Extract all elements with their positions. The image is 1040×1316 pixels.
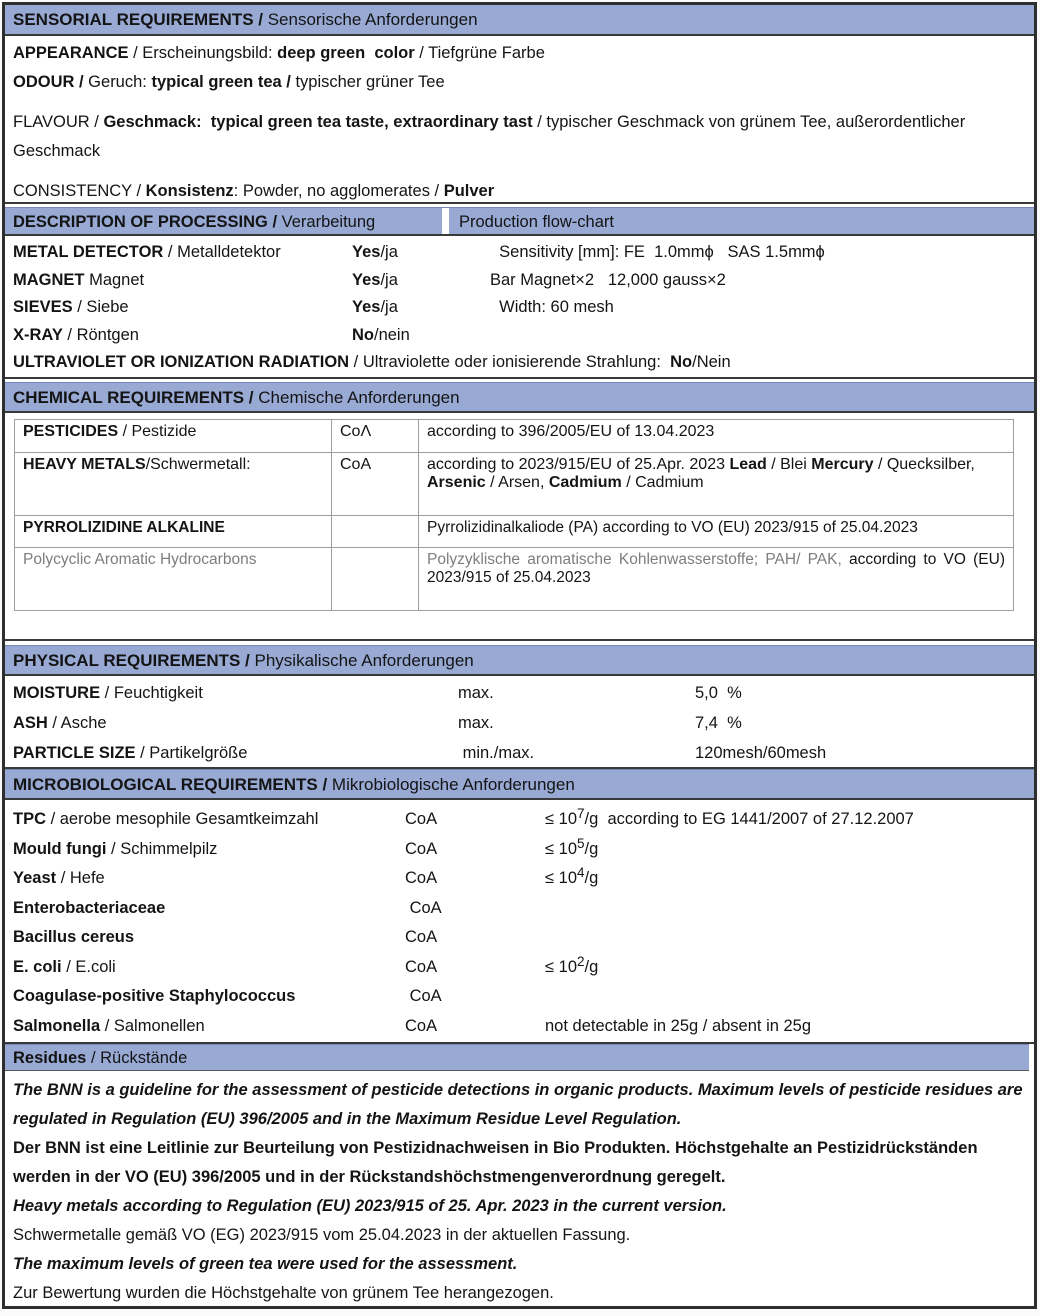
chemical-content xyxy=(5,413,1034,641)
row-limit: max. xyxy=(458,714,494,732)
chem-value: Polyzyklische aromatische Kohlenwasserstoffe; PAH/ PAK, according to VO (EU) 2023/915 of 25.04.2023 xyxy=(419,548,1014,611)
micro-row-enterobacteriaceae xyxy=(13,894,1026,924)
residues-paragraph-bnn-de: Der BNN ist eine Leitlinie zur Beurteilung von Pestizidnachweisen in Bio Produkten. Höchstgehalte an Pestizidrückständen werden in der VO (EU) 396/2005 und in der Rückstandshöchstmengenverordnung geregelt. xyxy=(13,1139,983,1186)
row-value xyxy=(545,894,1026,924)
processing-header-left: DESCRIPTION OF PROCESSING / Verarbeitung xyxy=(5,208,442,234)
residues-paragraph-bnn-en: The BNN is a guideline for the assessment of pesticide detections in organic products. Maximum levels of pesticide residues are regulated in Regulation (EU) 396/2005 and in the Maximum Residue Level Regulation. xyxy=(13,1081,1028,1128)
processing-row-ultraviolet: ULTRAVIOLET OR IONIZATION RADIATION / Ultraviolette oder ionisierende Strahlung: No/Nein xyxy=(13,353,731,371)
micro-row-mould xyxy=(13,835,1026,865)
row-value: 7,4 % xyxy=(695,714,742,732)
row-label: METAL DETECTOR / Metalldetektor xyxy=(13,243,281,261)
chem-label: PYRROLIZIDINE ALKALINE xyxy=(15,516,332,548)
appearance-line: APPEARANCE / Erscheinungsbild: deep green color / Tiefgrüne Farbe xyxy=(13,44,545,62)
row-value xyxy=(545,923,1026,953)
row-value: 5,0 % xyxy=(695,684,742,702)
residues-content xyxy=(5,1071,1034,1306)
chem-label: HEAVY METALS/Schwermetall: xyxy=(15,453,332,516)
section-header-physical: PHYSICAL REQUIREMENTS / Physikalische Anforderungen xyxy=(5,645,1034,676)
row-coa: CoA xyxy=(405,898,442,917)
row-value: ≤ $10^5/g$ xyxy=(545,835,599,858)
processing-row-magnet xyxy=(13,267,1026,295)
chem-row-pah xyxy=(15,548,1014,611)
micro-row-tpc xyxy=(13,805,1026,835)
row-answer: Yes/ja xyxy=(352,270,398,289)
row-coa: CoA xyxy=(405,987,442,1005)
row-value xyxy=(545,982,1026,1012)
processing-row-metal-detector xyxy=(13,239,1026,267)
spec-sheet-page xyxy=(2,2,1037,1309)
row-coa: CoA xyxy=(405,810,438,828)
row-coa: CoA xyxy=(405,869,438,887)
row-value: Sensitivity [mm]: FE 1.0mmϕ SAS 1.5mmϕ xyxy=(490,243,825,261)
row-label: X-RAY / Röntgen xyxy=(13,325,139,344)
row-value: Bar Magnet×2 12,000 gauss×2 xyxy=(490,270,726,289)
section-header-chemical: CHEMICAL REQUIREMENTS / Chemische Anforderungen xyxy=(5,382,1034,413)
chem-value: according to 2023/915/EU of 25.Apr. 2023 Lead / Blei Mercury / Quecksilber, Arsenic / Arsen, Cadmium / Cadmium xyxy=(419,453,1014,516)
section-header-processing xyxy=(5,207,1034,236)
row-label: Mould fungi / Schimmelpilz xyxy=(13,839,218,858)
section-header-residues: Residues / Rückstände xyxy=(5,1044,1029,1071)
chem-row-pyrrolizidine xyxy=(15,516,1014,548)
row-value: ≤ $10^2/g$ xyxy=(545,953,599,976)
section-header-microbiological: MICROBIOLOGICAL REQUIREMENTS / Mikrobiologische Anforderungen xyxy=(5,769,1034,800)
row-value: ≤ $10^7/g$ according to EG 1441/2007 of 27.12.2007 xyxy=(545,805,914,828)
row-limit: min./max. xyxy=(458,744,535,762)
row-value: Width: 60 mesh xyxy=(490,298,614,316)
consistency-line: CONSISTENCY / Konsistenz: Powder, no agglomerates / Pulver xyxy=(13,182,495,200)
processing-row-xray xyxy=(13,322,1026,350)
processing-header-flowchart: Production flow-chart xyxy=(449,208,1034,234)
physical-row-ash xyxy=(13,708,1026,738)
physical-content xyxy=(5,676,1034,769)
chemical-table xyxy=(14,419,1014,611)
micro-row-salmonella xyxy=(13,1012,1026,1042)
residues-paragraph-max-levels-de: Zur Bewertung wurden die Höchstgehalte von grünem Tee herangezogen. xyxy=(13,1284,554,1302)
row-value xyxy=(490,322,1026,350)
row-label: PARTICLE SIZE / Partikelgröße xyxy=(13,744,248,762)
micro-row-yeast xyxy=(13,864,1026,894)
chem-value: Pyrrolizidinalkaliode (PA) according to VO (EU) 2023/915 of 25.04.2023 xyxy=(419,516,1014,548)
physical-row-particle-size xyxy=(13,738,1026,768)
residues-paragraph-max-levels-en: The maximum levels of green tea were used for the assessment. xyxy=(13,1255,518,1273)
micro-row-staphylococcus xyxy=(13,982,1026,1012)
row-label: TPC / aerobe mesophile Gesamtkeimzahl xyxy=(13,810,319,828)
processing-row-sieves xyxy=(13,294,1026,322)
chem-coa xyxy=(332,516,419,548)
residues-paragraph-heavy-metals-en: Heavy metals according to Regulation (EU) 2023/915 of 25. Apr. 2023 in the current version. xyxy=(13,1197,727,1215)
microbiological-content xyxy=(5,800,1034,1044)
row-label: Enterobacteriaceae xyxy=(13,898,166,917)
chem-label: Polycyclic Aromatic Hydrocarbons xyxy=(15,548,332,611)
row-coa: CoA xyxy=(405,957,438,976)
sensorial-content xyxy=(5,36,1034,204)
row-label: Coagulase-positive Staphylococcus xyxy=(13,987,296,1005)
row-coa: CoA xyxy=(405,839,438,858)
row-label: MAGNET Magnet xyxy=(13,270,145,289)
residues-paragraph-heavy-metals-de: Schwermetalle gemäß VO (EG) 2023/915 vom 25.04.2023 in der aktuellen Fassung. xyxy=(13,1226,631,1244)
row-value: 120mesh/60mesh xyxy=(695,744,827,762)
row-value: ≤ $10^4/g$ xyxy=(545,864,599,887)
micro-row-bacillus xyxy=(13,923,1026,953)
processing-content xyxy=(5,236,1034,379)
row-label: ASH / Asche xyxy=(13,714,107,732)
physical-row-moisture xyxy=(13,678,1026,708)
chem-value: according to 396/2005/EU of 13.04.2023 xyxy=(419,420,1014,453)
flavour-line: FLAVOUR / Geschmack: typical green tea taste, extraordinary tast / typischer Geschmack von grünem Tee, außerordentlicher Geschmack xyxy=(13,113,970,160)
chem-coa xyxy=(332,548,419,611)
section-header-sensorial: SENSORIAL REQUIREMENTS / Sensorische Anforderungen xyxy=(5,5,1034,36)
row-label: Salmonella / Salmonellen xyxy=(13,1016,205,1035)
micro-row-ecoli xyxy=(13,953,1026,983)
row-label: Yeast / Hefe xyxy=(13,869,105,887)
row-answer: Yes/ja xyxy=(352,298,398,316)
spacer xyxy=(13,96,1026,108)
row-label: E. coli / E.coli xyxy=(13,957,116,976)
row-coa: CoA xyxy=(405,928,438,946)
chem-label: PESTICIDES / Pestizide xyxy=(15,420,332,453)
row-limit: max. xyxy=(458,684,494,702)
chem-coa: CoA xyxy=(332,453,419,516)
chem-row-heavy-metals xyxy=(15,453,1014,516)
row-coa: CoA xyxy=(405,1016,438,1035)
row-value: not detectable in 25g / absent in 25g xyxy=(545,1016,812,1035)
chem-coa: CoΛ xyxy=(332,420,419,453)
spacer xyxy=(13,165,1026,177)
row-label: MOISTURE / Feuchtigkeit xyxy=(13,684,203,702)
odour-line: ODOUR / Geruch: typical green tea / typischer grüner Tee xyxy=(13,72,445,91)
row-label: Bacillus cereus xyxy=(13,928,135,946)
header-gap xyxy=(442,208,449,234)
row-label: SIEVES / Siebe xyxy=(13,298,129,316)
chem-row-pesticides xyxy=(15,420,1014,453)
row-answer: Yes/ja xyxy=(352,243,398,261)
row-answer: No/nein xyxy=(352,325,410,344)
